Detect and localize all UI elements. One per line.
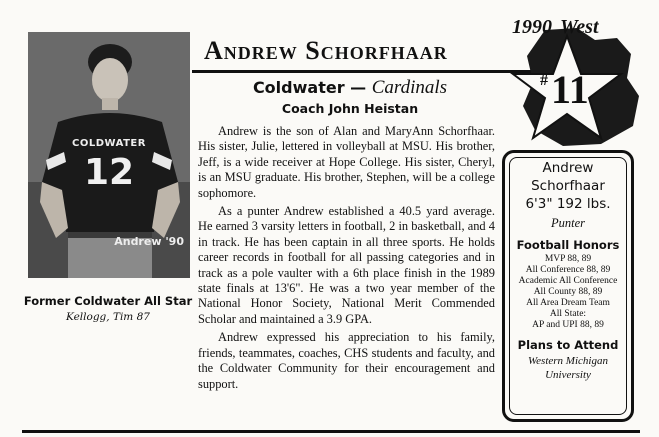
- honor-item: Academic All Conference: [518, 276, 618, 286]
- sidebar-plans-title: Plans to Attend: [517, 338, 619, 352]
- honor-item: All Area Dream Team: [526, 298, 610, 308]
- plan-line: Western Michigan: [528, 355, 608, 367]
- honor-item: All Conference 88, 89: [525, 265, 611, 275]
- region: West: [560, 16, 599, 38]
- sidebar-position: Punter: [550, 216, 586, 230]
- school-line: [210, 77, 490, 99]
- caption-former-all-star: Former Coldwater All Star: [23, 294, 193, 308]
- athlete-photo: [28, 32, 190, 278]
- sidebar-last-name: Schorfhaar: [531, 178, 605, 194]
- bio-text: [198, 124, 495, 395]
- bio-paragraph: Andrew expressed his appreciation to his family, friends, teammates, coaches, CHS students and faculty, and the Coldwater Community for their encouragement and support.: [198, 330, 495, 391]
- year: 1990: [512, 16, 552, 38]
- sidebar-size: 6'3" 192 lbs.: [525, 196, 611, 212]
- sidebar-honors-title: Football Honors: [516, 238, 620, 252]
- school-mascot: Cardinals: [371, 77, 448, 98]
- honor-item: All State:: [549, 309, 587, 319]
- honor-item: All County 88, 89: [533, 287, 603, 297]
- coach-name: Coach John Heistan: [281, 101, 419, 116]
- jersey-number: 12: [83, 152, 135, 193]
- bio-paragraph: Andrew is the son of Alan and MaryAnn Schorfhaar. His sister, Julie, lettered in volleyball at MSU. His brother, Jeff, is a wide receiver at Hope College. His sister, Cheryl, is an MSU graduate. His brother, Stephen, will be a college sophomore.: [198, 124, 495, 200]
- jersey-hash: #: [540, 72, 548, 89]
- footer-rule: [22, 430, 640, 433]
- photo-signature: Andrew '90: [114, 235, 184, 248]
- jersey-text: COLDWATER: [72, 138, 146, 149]
- sidebar-first-name: Andrew: [542, 160, 594, 176]
- school-name: Coldwater —: [252, 78, 367, 97]
- honor-item: MVP 88, 89: [544, 254, 592, 264]
- bio-paragraph: As a punter Andrew established a 40.5 yard average. He earned 3 varsity letters in football, 2 in basketball, and 4 in track. He has been captain in all three sports. He holds career records in football for all passing categories and in track as a pole vaulter with a 6th place finish in the 1989 state finals at 13'6". He was a two year member of the National Honor Society, National Merit Commended Scholar and maintained a 3.9 GPA.: [198, 204, 495, 326]
- caption-former-name: Kellogg, Tim 87: [66, 311, 150, 323]
- header-rule: [192, 70, 537, 73]
- athlete-name-title: Andrew Schorfhaar: [204, 36, 448, 65]
- plan-line: University: [545, 369, 591, 381]
- honor-item: AP and UPI 88, 89: [532, 320, 604, 330]
- year-region: [512, 16, 599, 39]
- jersey-badge-number: 11: [551, 67, 589, 112]
